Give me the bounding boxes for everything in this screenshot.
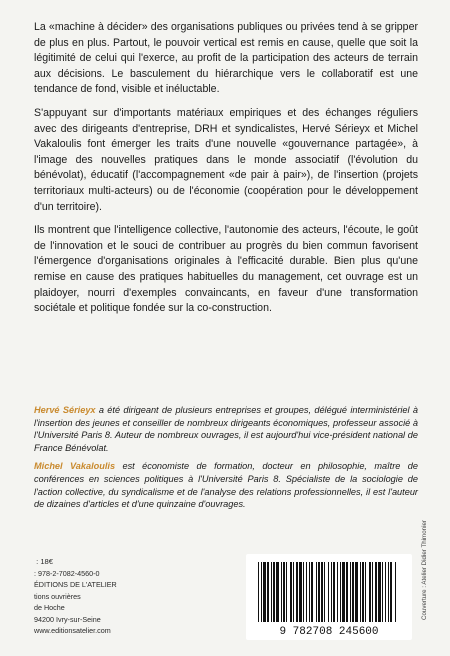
barcode-bar bbox=[296, 562, 298, 622]
barcode-bar bbox=[328, 562, 329, 622]
barcode-bar bbox=[350, 562, 351, 622]
barcode-bar bbox=[261, 562, 262, 622]
barcode-bar bbox=[362, 562, 364, 622]
author-name: Michel Vakaloulis bbox=[34, 461, 116, 472]
barcode-bar bbox=[382, 562, 383, 622]
barcode-bar bbox=[263, 562, 266, 622]
barcode-bar bbox=[267, 562, 269, 622]
barcode-bar bbox=[375, 562, 377, 622]
barcode-bar bbox=[372, 562, 373, 622]
isbn: : 978-2-7082-4560-0 bbox=[34, 568, 100, 578]
barcode-bar bbox=[352, 562, 354, 622]
publisher-address-line: tions ouvrières bbox=[34, 591, 81, 601]
barcode-bar bbox=[360, 562, 361, 622]
barcode-bar bbox=[281, 562, 282, 622]
author-name: Hervé Sérieyx bbox=[34, 405, 96, 415]
barcode-bar bbox=[283, 562, 285, 622]
barcode-bar bbox=[271, 562, 272, 622]
barcode-bar bbox=[309, 562, 310, 622]
barcode-bar bbox=[390, 562, 392, 622]
barcode-bar bbox=[306, 562, 307, 622]
author-bio-text: est économiste de formation, docteur en philosophie, maître de conférences en sciences politiques à l'Université Paris 8. Spécialiste de la sociologie de l'action collective, du syndicalisme et de l'analyse des relations professionnelles, il est l'auteur de dizaines d'articles et d'une quinzaine d'ouvrages. bbox=[34, 461, 419, 510]
barcode-bar bbox=[318, 562, 320, 622]
author-bio bbox=[34, 404, 418, 454]
publisher-name: ÉDITIONS DE L'ATELIER bbox=[34, 580, 117, 589]
author-bios bbox=[34, 404, 418, 517]
barcode-graphic bbox=[246, 554, 412, 640]
barcode-bar bbox=[293, 562, 294, 622]
barcode-bar bbox=[276, 562, 279, 622]
publisher-city: 94200 Ivry-sur-Seine bbox=[34, 614, 101, 624]
barcode-number: 9 782708 245600 bbox=[279, 626, 379, 638]
barcode-bar bbox=[395, 562, 396, 622]
back-cover-blurb bbox=[34, 20, 418, 325]
barcode-bar bbox=[369, 562, 371, 622]
barcode-bar bbox=[286, 562, 287, 622]
publisher-info bbox=[34, 556, 194, 637]
barcode-bar bbox=[346, 562, 348, 622]
barcode-bar bbox=[258, 562, 259, 622]
price: : 18€ bbox=[34, 557, 53, 566]
barcode-bar bbox=[303, 562, 304, 622]
barcode-bar bbox=[273, 562, 275, 622]
author-bio-text: a été dirigeant de plusieurs entreprises et groupes, délégué interministériel à l'insertion des jeunes et conseiller de nombreux dirigeants économiques, professeur associé à l'Université Paris 8. Auteur de nombreux ouvrages, il est aujourd'hui vice-président national de France Bénévolat. bbox=[34, 405, 418, 453]
barcode-bar bbox=[324, 562, 325, 622]
publisher-website: www.editionsatelier.com bbox=[34, 626, 111, 635]
barcode-bar bbox=[365, 562, 366, 622]
author-bio bbox=[34, 460, 418, 510]
barcode-bar bbox=[385, 562, 386, 622]
barcode-bar bbox=[290, 562, 292, 622]
barcode-bar bbox=[342, 562, 345, 622]
isbn-barcode bbox=[246, 554, 412, 640]
publisher-address-line: de Hoche bbox=[34, 603, 65, 612]
barcode-bar bbox=[355, 562, 358, 622]
cover-credit: Couverture : Atelier Didier Thimonier bbox=[421, 520, 428, 620]
barcode-bar bbox=[299, 562, 302, 622]
barcode-bar bbox=[311, 562, 313, 622]
blurb-paragraph-2: S'appuyant sur d'importants matériaux empiriques et des échanges réguliers avec des dirigeants d'entreprise, DRH et syndicalistes, Hervé Sérieyx et Michel Vakaloulis font émerger les traits d'une nouvelle «gouvernance partagée», à l'image des nouvelles pratiques dans le monde associatif (l'évolution du bénévolat), éducatif (l'accompagnement «de pair à pair»), de l'insertion (projets territoriaux multi-acteurs) ou de l'économie (coopération pour le développement d'un territoire). bbox=[34, 106, 418, 213]
barcode-bar bbox=[337, 562, 338, 622]
barcode-bar bbox=[388, 562, 389, 622]
barcode-bar bbox=[378, 562, 381, 622]
blurb-paragraph-3: Ils montrent que l'intelligence collective, l'autonomie des acteurs, l'écoute, le goût de l'innovation et le souci de contribuer au progrès du bien commun favorisent l'émergence d'organisations originales à l'efficacité durable. Bien plus qu'une remise en cause des pratiques habituelles du management, cet ouvrage est un plaidoyer, nourri d'exemples convaincants, en faveur d'une transformation sociétale et politique fondée sur la co-construction. bbox=[34, 224, 418, 315]
barcode-bar bbox=[333, 562, 335, 622]
barcode-bar bbox=[321, 562, 323, 622]
blurb-paragraph-1: La «machine à décider» des organisations publiques ou privées tend à se gripper de plus en plus. Partout, le pouvoir vertical est remis en cause, quelle que soit la légitimité de celui qui l'exerce, au profit de la participation des acteurs de terrain aux décisions. Le basculement du hiérarchique vers le collaboratif est une tendance de fond, visible et inéluctable. bbox=[34, 21, 418, 96]
barcode-bar bbox=[331, 562, 332, 622]
barcode-bar bbox=[316, 562, 317, 622]
barcode-bar bbox=[340, 562, 341, 622]
